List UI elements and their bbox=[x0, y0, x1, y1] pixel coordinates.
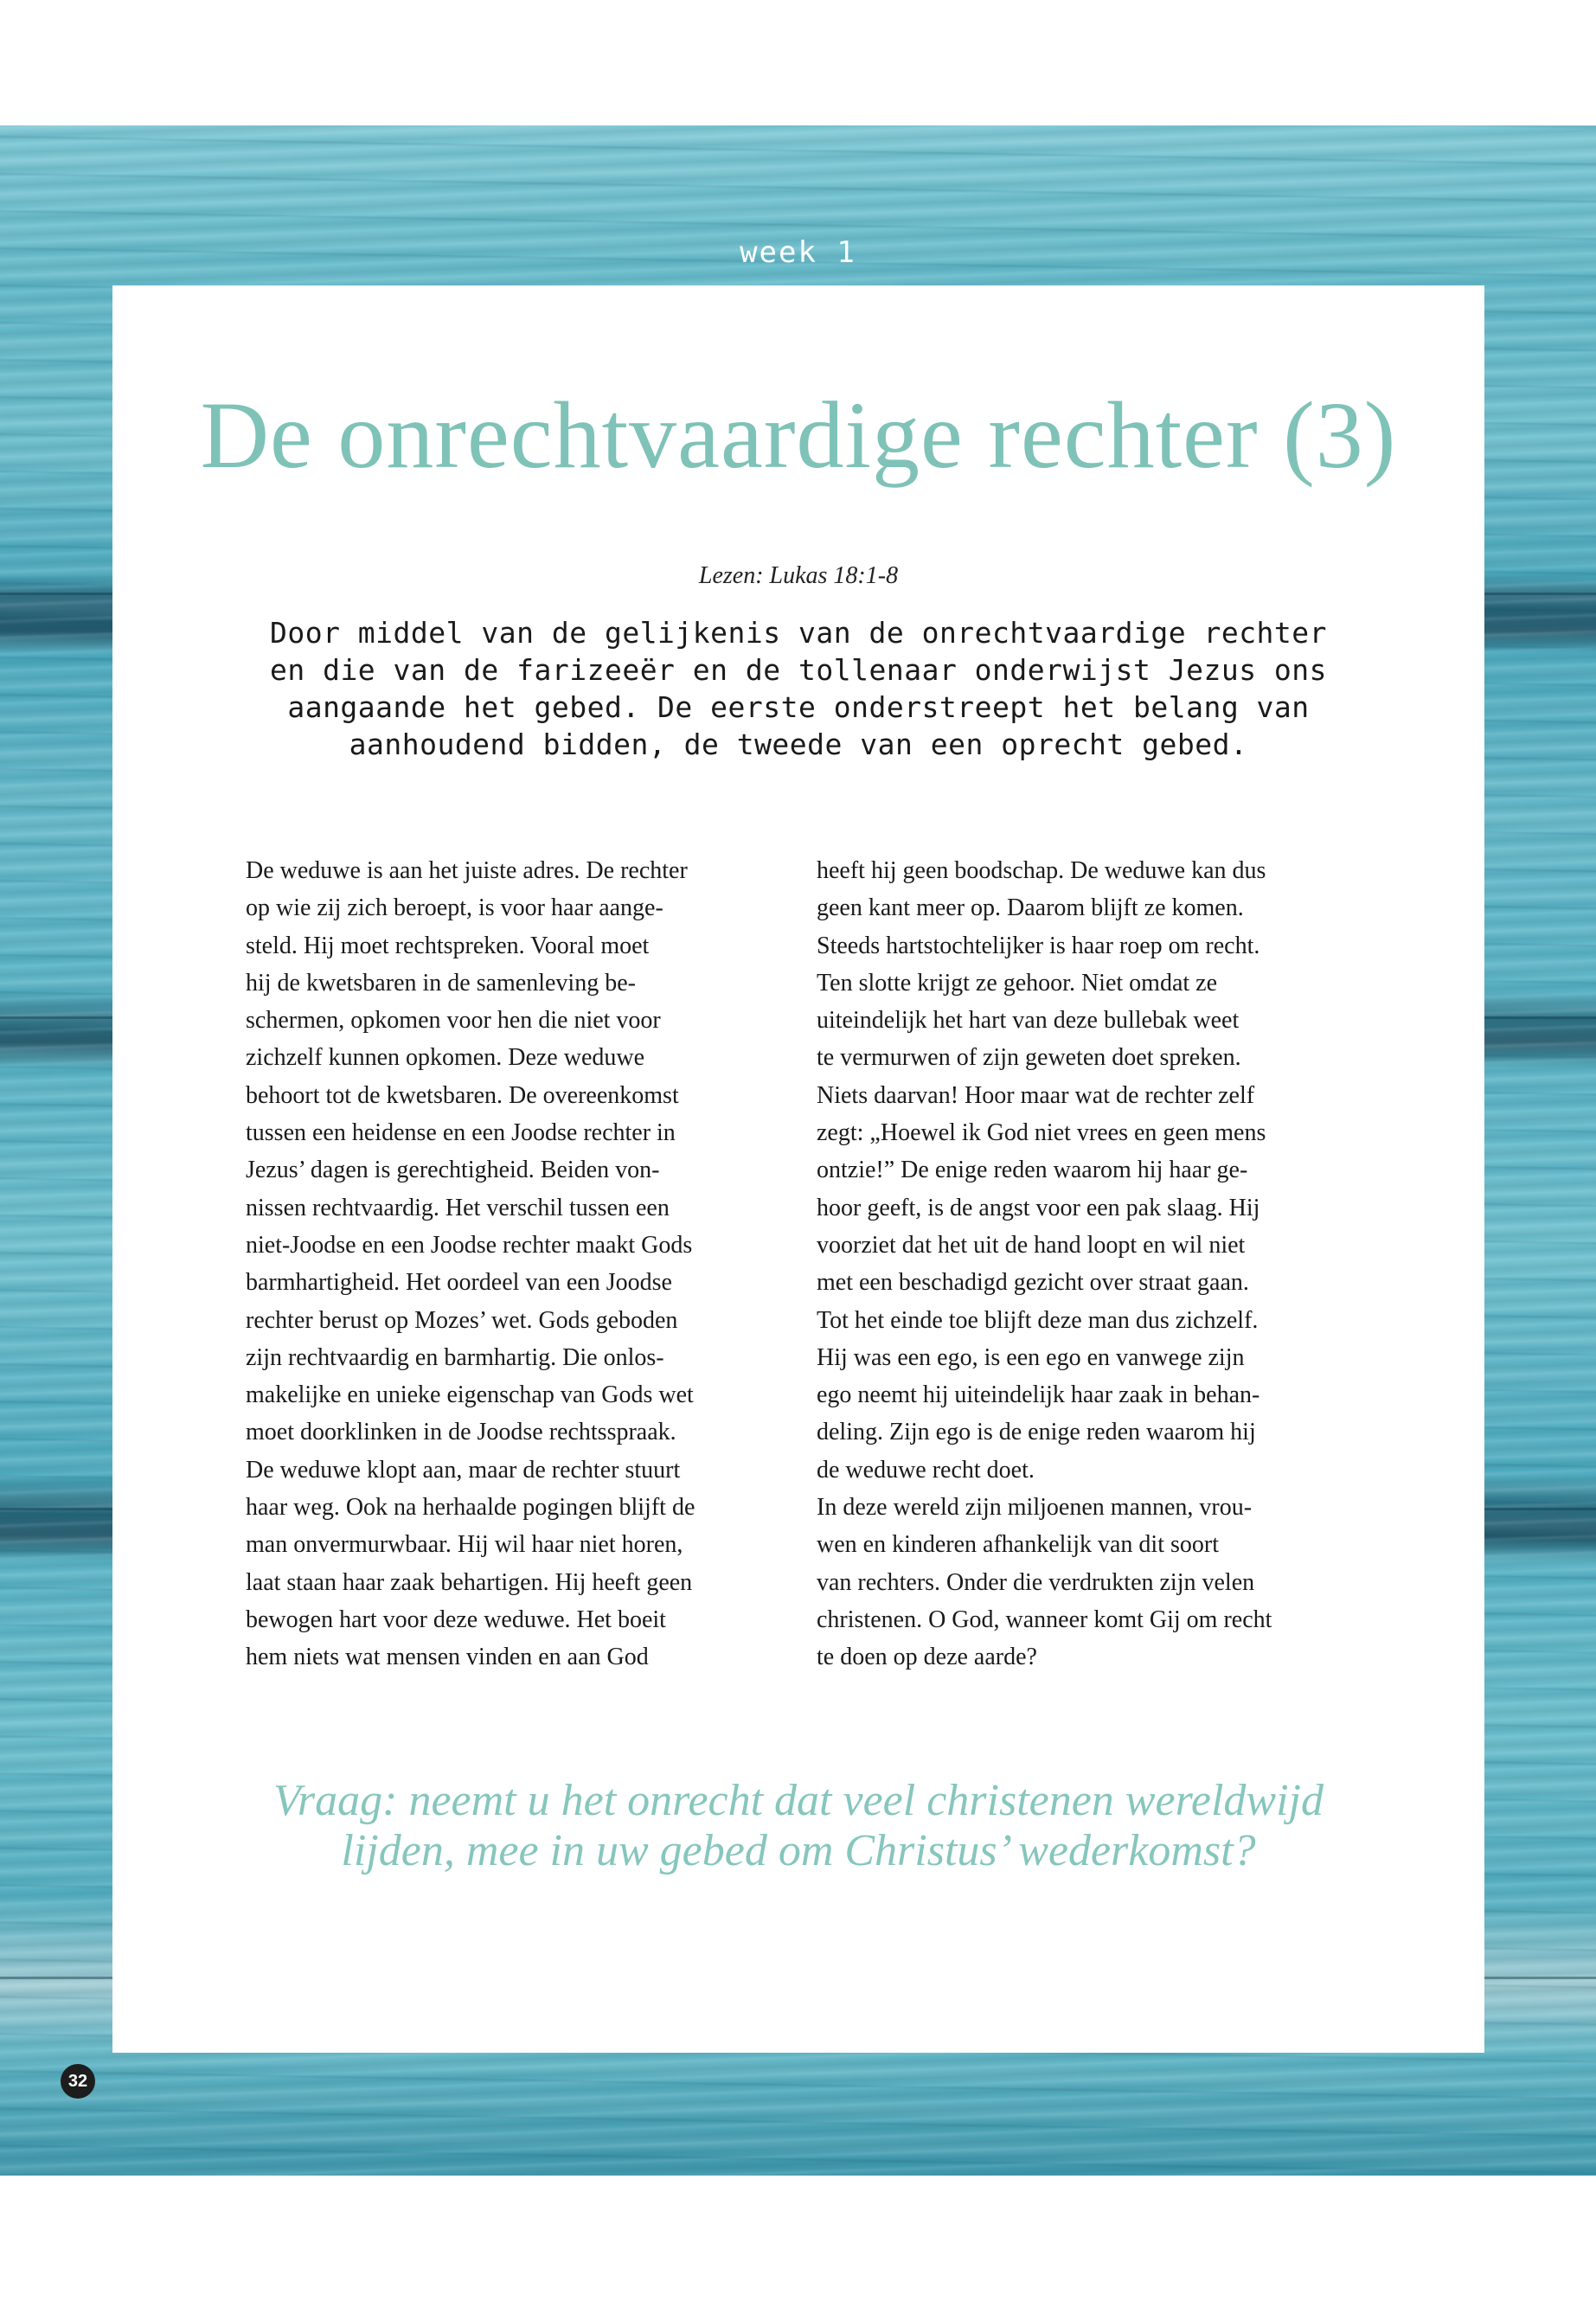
page-number-badge: 32 bbox=[61, 2064, 95, 2099]
reflection-question: Vraag: neemt u het onrecht dat veel christenen wereldwijd lijden, mee in uw gebed om Christus’ wederkomst? bbox=[273, 1776, 1324, 1875]
body-column-right: heeft hij geen boodschap. De weduwe kan dus geen kant meer op. Daarom blijft ze komen. Steeds hartstochtelijker is haar roep om recht. Ten slotte krijgt ze gehoor. Niet omdat ze uiteindelijk het hart van deze bullebak weet te vermurwen of zijn geweten doet spreken. Niets daarvan! Hoor maar wat de rechter zelf zegt: „Hoewel ik God niet vrees en geen mens ontzie!” De enige reden waarom hij haar ge- hoor geeft, is de angst voor een pak slaag. Hij voorziet dat het uit de hand loopt en wil niet met een beschadigd gezicht over straat gaan. Tot het einde toe blijft deze man dus zichzelf. Hij was een ego, is een ego en vanwege zijn ego neemt hij uiteindelijk haar zaak in behan- deling. Zijn ego is de enige reden waarom hij de weduwe recht doet. In deze wereld zijn miljoenen mannen, vrou- wen en kinderen afhankelijk van dit soort van rechters. Onder die verdrukten zijn velen christenen. O God, wanneer komt Gij om recht te doen op deze aarde? bbox=[817, 857, 1272, 1671]
body-column-left: De weduwe is aan het juiste adres. De rechter op wie zij zich beroept, is voor haar aange- steld. Hij moet rechtspreken. Vooral moet hij de kwetsbaren in de samenleving be- schermen, opkomen voor hen die niet voor zichzelf kunnen opkomen. Deze weduwe behoort tot de kwetsbaren. De overeenkomst tussen een heidense en een Joodse rechter in Jezus’ dagen is gerechtigheid. Beiden von- nissen rechtvaardig. Het verschil tussen een niet-Joodse en een Joodse rechter maakt Gods barmhartigheid. Het oordeel van een Joodse rechter berust op Mozes’ wet. Gods geboden zijn rechtvaardig en barmhartig. Die onlos- makelijke en unieke eigenschap van Gods wet moet doorklinken in de Joodse rechtsspraak. De weduwe klopt aan, maar de rechter stuurt haar weg. Ook na herhaalde pogingen blijft de man onvermurwbaar. Hij wil haar niet horen, laat staan haar zaak behartigen. Hij heeft geen bewogen hart voor deze weduwe. Het boeit hem niets wat mensen vinden en aan God bbox=[246, 857, 695, 1671]
intro-paragraph: Door middel van de gelijkenis van de onrechtvaardige rechter en die van de farizeeër en de tollenaar onderwijst Jezus ons aangaande het gebed. De eerste onderstreept het belang van aanhoudend bidden, de tweede van een oprecht gebed. bbox=[269, 616, 1328, 761]
week-label: week 1 bbox=[740, 235, 856, 270]
page-title: De onrechtvaardige rechter (3) bbox=[200, 382, 1397, 488]
reading-reference: Lezen: Lukas 18:1-8 bbox=[698, 562, 899, 589]
